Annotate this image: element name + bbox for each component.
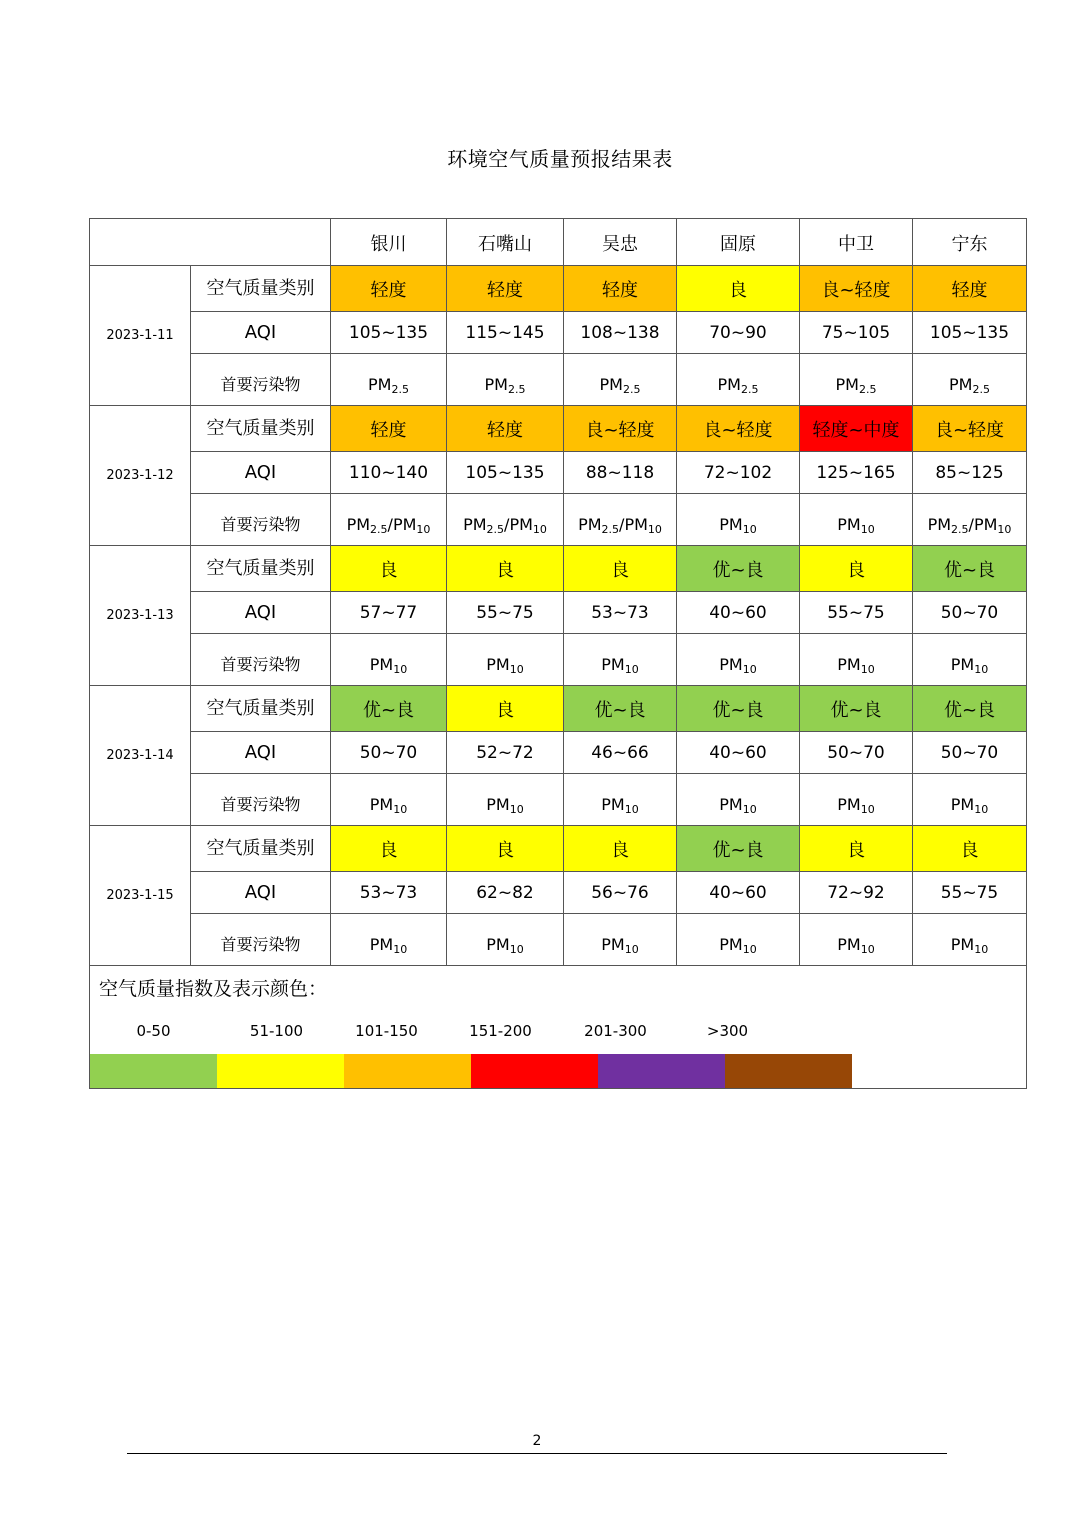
- aqi-cell: 110~140: [331, 452, 447, 494]
- aqi-cell: 40~60: [677, 592, 800, 634]
- category-cell: 良: [447, 546, 564, 592]
- category-cell: 优~良: [564, 686, 677, 732]
- aqi-cell: 105~135: [331, 312, 447, 354]
- city-header: 宁东: [913, 219, 1027, 266]
- category-cell: 良: [913, 826, 1027, 872]
- forecast-date: 2023-1-15: [90, 826, 191, 966]
- category-cell: 良: [677, 266, 800, 312]
- aqi-label: AQI: [191, 592, 331, 634]
- legend: [90, 966, 1027, 1089]
- category-row: [90, 686, 1027, 732]
- city-header: 吴忠: [564, 219, 677, 266]
- pollutant-cell: $PM_{10}$: [677, 914, 800, 966]
- legend-range-label: 151-200: [469, 1022, 532, 1040]
- aqi-cell: 55~75: [913, 872, 1027, 914]
- category-cell: 良: [447, 826, 564, 872]
- pollutant-cell: $PM_{2.5}/PM_{10}$: [331, 494, 447, 546]
- category-cell: 良: [564, 826, 677, 872]
- forecast-date: 2023-1-12: [90, 406, 191, 546]
- pollutant-row: [90, 774, 1027, 826]
- pollutant-cell: $PM_{10}$: [677, 634, 800, 686]
- aqi-cell: 40~60: [677, 732, 800, 774]
- category-row: [90, 546, 1027, 592]
- legend-title: 空气质量指数及表示颜色：: [99, 978, 328, 1000]
- category-cell: 优~良: [913, 686, 1027, 732]
- legend-range-label: 101-150: [355, 1022, 418, 1040]
- pollutant-cell: $PM_{10}$: [331, 774, 447, 826]
- aqi-cell: 56~76: [564, 872, 677, 914]
- pollutant-cell: $PM_{2.5}$: [564, 354, 677, 406]
- category-label: 空气质量类别: [191, 826, 331, 872]
- category-cell: 良: [331, 546, 447, 592]
- category-cell: 良: [331, 826, 447, 872]
- header-row: [90, 219, 1027, 266]
- aqi-label: AQI: [191, 312, 331, 354]
- pollutant-cell: $PM_{10}$: [331, 634, 447, 686]
- legend-range-label: 0-50: [136, 1022, 171, 1040]
- aqi-cell: 108~138: [564, 312, 677, 354]
- category-cell: 良~轻度: [913, 406, 1027, 452]
- category-cell: 轻度: [447, 266, 564, 312]
- aqi-cell: 105~135: [913, 312, 1027, 354]
- pollutant-cell: $PM_{10}$: [800, 914, 913, 966]
- category-cell: 良: [800, 826, 913, 872]
- category-cell: 良: [564, 546, 677, 592]
- aqi-label: AQI: [191, 732, 331, 774]
- city-header: 中卫: [800, 219, 913, 266]
- category-row: [90, 266, 1027, 312]
- aqi-cell: 50~70: [331, 732, 447, 774]
- category-cell: 轻度~中度: [800, 406, 913, 452]
- category-cell: 优~良: [913, 546, 1027, 592]
- pollutant-cell: $PM_{2.5}/PM_{10}$: [447, 494, 564, 546]
- aqi-row: [90, 592, 1027, 634]
- aqi-row: [90, 732, 1027, 774]
- category-label: 空气质量类别: [191, 546, 331, 592]
- category-cell: 良~轻度: [564, 406, 677, 452]
- document-title: 环境空气质量预报结果表: [447, 147, 673, 171]
- category-cell: 良~轻度: [677, 406, 800, 452]
- pollutant-cell: $PM_{10}$: [564, 774, 677, 826]
- category-cell: 轻度: [331, 406, 447, 452]
- legend-swatch: [90, 1054, 217, 1089]
- city-header: 银川: [331, 219, 447, 266]
- aqi-cell: 88~118: [564, 452, 677, 494]
- aqi-cell: 115~145: [447, 312, 564, 354]
- city-header: 石嘴山: [447, 219, 564, 266]
- category-cell: 轻度: [447, 406, 564, 452]
- category-cell: 轻度: [913, 266, 1027, 312]
- category-label: 空气质量类别: [191, 686, 331, 732]
- pollutant-cell: $PM_{10}$: [564, 634, 677, 686]
- pollutant-cell: $PM_{10}$: [677, 774, 800, 826]
- pollutant-cell: $PM_{10}$: [913, 914, 1027, 966]
- pollutant-row: [90, 914, 1027, 966]
- category-cell: 优~良: [331, 686, 447, 732]
- aqi-cell: 72~92: [800, 872, 913, 914]
- pollutant-label: 首要污染物: [191, 354, 331, 406]
- pollutant-row: [90, 634, 1027, 686]
- category-cell: 良~轻度: [800, 266, 913, 312]
- aqi-label: AQI: [191, 872, 331, 914]
- aqi-cell: 72~102: [677, 452, 800, 494]
- forecast-date: 2023-1-13: [90, 546, 191, 686]
- aqi-cell: 105~135: [447, 452, 564, 494]
- pollutant-cell: $PM_{2.5}/PM_{10}$: [564, 494, 677, 546]
- pollutant-cell: $PM_{10}$: [913, 634, 1027, 686]
- pollutant-cell: $PM_{10}$: [331, 914, 447, 966]
- pollutant-cell: $PM_{10}$: [913, 774, 1027, 826]
- aqi-cell: 50~70: [913, 592, 1027, 634]
- legend-swatch: [344, 1054, 471, 1089]
- legend-swatch: [217, 1054, 344, 1089]
- legend-range-label: 51-100: [249, 1022, 304, 1040]
- forecast-date: 2023-1-14: [90, 686, 191, 826]
- pollutant-cell: $PM_{10}$: [800, 634, 913, 686]
- legend-swatch: [471, 1054, 598, 1089]
- pollutant-cell: $PM_{2.5}/PM_{10}$: [913, 494, 1027, 546]
- aqi-label: AQI: [191, 452, 331, 494]
- city-header: 固原: [677, 219, 800, 266]
- aqi-cell: 75~105: [800, 312, 913, 354]
- pollutant-cell: $PM_{2.5}$: [800, 354, 913, 406]
- legend-row: [90, 966, 1027, 1089]
- aqi-cell: 70~90: [677, 312, 800, 354]
- category-cell: 优~良: [800, 686, 913, 732]
- aqi-row: [90, 872, 1027, 914]
- pollutant-cell: $PM_{2.5}$: [331, 354, 447, 406]
- aqi-cell: 50~70: [800, 732, 913, 774]
- aqi-cell: 62~82: [447, 872, 564, 914]
- pollutant-cell: $PM_{10}$: [800, 494, 913, 546]
- forecast-date: 2023-1-11: [90, 266, 191, 406]
- pollutant-cell: $PM_{10}$: [800, 774, 913, 826]
- pollutant-row: [90, 354, 1027, 406]
- pollutant-label: 首要污染物: [191, 914, 331, 966]
- pollutant-label: 首要污染物: [191, 634, 331, 686]
- pollutant-cell: $PM_{10}$: [564, 914, 677, 966]
- category-cell: 良: [800, 546, 913, 592]
- aqi-cell: 55~75: [800, 592, 913, 634]
- category-row: [90, 826, 1027, 872]
- aqi-cell: 85~125: [913, 452, 1027, 494]
- pollutant-cell: $PM_{10}$: [447, 914, 564, 966]
- category-cell: 优~良: [677, 546, 800, 592]
- pollutant-cell: $PM_{2.5}$: [677, 354, 800, 406]
- pollutant-label: 首要污染物: [191, 494, 331, 546]
- legend-range-label: >300: [706, 1022, 749, 1040]
- legend-range-label: 201-300: [584, 1022, 647, 1040]
- aqi-cell: 52~72: [447, 732, 564, 774]
- pollutant-cell: $PM_{2.5}$: [447, 354, 564, 406]
- aqi-cell: 53~73: [564, 592, 677, 634]
- category-label: 空气质量类别: [191, 406, 331, 452]
- pollutant-label: 首要污染物: [191, 774, 331, 826]
- category-cell: 轻度: [564, 266, 677, 312]
- legend-swatch: [725, 1054, 852, 1089]
- category-cell: 优~良: [677, 686, 800, 732]
- pollutant-row: [90, 494, 1027, 546]
- aqi-cell: 40~60: [677, 872, 800, 914]
- legend-swatch: [598, 1054, 725, 1089]
- category-cell: 轻度: [331, 266, 447, 312]
- category-cell: 优~良: [677, 826, 800, 872]
- category-label: 空气质量类别: [191, 266, 331, 312]
- aqi-row: [90, 312, 1027, 354]
- corner-cell: [90, 219, 331, 266]
- pollutant-cell: $PM_{10}$: [447, 634, 564, 686]
- page-number: 2: [532, 1433, 542, 1449]
- pollutant-cell: $PM_{10}$: [447, 774, 564, 826]
- aqi-cell: 50~70: [913, 732, 1027, 774]
- aqi-cell: 57~77: [331, 592, 447, 634]
- aqi-row: [90, 452, 1027, 494]
- category-row: [90, 406, 1027, 452]
- aqi-cell: 55~75: [447, 592, 564, 634]
- forecast-table: [89, 218, 1027, 1089]
- aqi-cell: 53~73: [331, 872, 447, 914]
- pollutant-cell: $PM_{10}$: [677, 494, 800, 546]
- footer-rule: [127, 1453, 947, 1454]
- aqi-cell: 125~165: [800, 452, 913, 494]
- pollutant-cell: $PM_{2.5}$: [913, 354, 1027, 406]
- aqi-cell: 46~66: [564, 732, 677, 774]
- category-cell: 良: [447, 686, 564, 732]
